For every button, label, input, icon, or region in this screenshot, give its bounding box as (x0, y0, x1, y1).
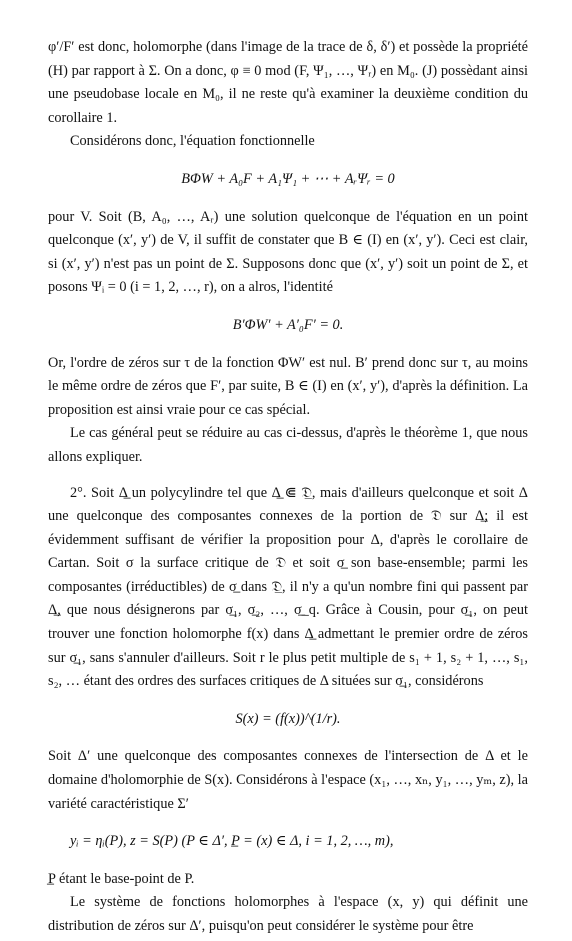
equation-2: B′ΦW′ + A′₀F′ = 0. (232, 316, 344, 333)
paragraph-7: Soit Δ′ une quelconque des composantes connexes de l'intersection de Δ et le domaine d'holomorphie de S(x). Considérons à l'espace (x₁, …, xₙ, y₁, …, yₘ, z), la variété caractéristique Σ′ (48, 748, 528, 812)
paragraph-1: φ′/F′ est donc, holomorphe (dans l'image de la trace de δ, δ′) et possède la propriété (H) par rapport à Σ. On a donc, φ ≡ 0 mod (F, Ψ₁, …, Ψᵣ) en M₀. (J) possèdant ainsi une pseudobase locale en M₀, il ne reste qu'à examiner la deuxième condition du corollaire 1. (48, 39, 528, 126)
paragraph-6: 2°. Soit Δ̲ un polycylindre tel que Δ̲ ⋐ 𝔇̲, mais d'ailleurs quelconque et soit Δ une quelconque des composantes connexes de la portion de 𝔇 sur Δ̲; il est évidemment suffisant de vérifier la proposition pour Δ, d'après le corollaire de Cartan. Soit σ la surface critique de 𝔇 et soit σ̲ son base-ensemble; parmi les composantes (irréductibles) de σ̲ dans 𝔇̲, il n'y a qu'un nombre fini qui passent par Δ̲, que nous désignerons par σ̲₁, σ̲₂, …, σ̲_q. Grâce à Cousin, pour σ̲₁, on peut trouver une fonction holomorphe f(x) dans Δ̲ admettant le premier ordre de zéros sur σ̲₁, sans s'annuler d'ailleurs. Soit r le plus petit multiple de s₁ + 1, s₂ + 1, …, s₁, s₂, … étant des ordres des surfaces critiques de Δ situées sur σ̲₁, considérons (48, 484, 528, 690)
paragraph-4: Or, l'ordre de zéros sur τ de la fonction ΦW′ est nul. B′ prend donc sur τ, au moins le même ordre de zéros que F′, par suite, B ∈ (I) en (x′, y′), d'après la définition. La proposition est ainsi vraie pour ce cas spécial. (48, 354, 528, 418)
paragraph-5: Le cas général peut se réduire au cas ci-dessus, d'après le théorème 1, que nous allons expliquer. (48, 425, 528, 465)
paragraph-9: Le système de fonctions holomorphes à l'espace (x, y) qui définit une distribution de zéros sur Δ′, puisqu'on peut considérer le système pour être (48, 894, 528, 934)
equation-4: yᵢ = ηᵢ(P), z = S(P) (P ∈ Δ′, P̲ = (x) ∈ Δ, i = 1, 2, …, m), (70, 833, 394, 850)
equation-3: S(x) = (f(x))^(1/r). (235, 710, 341, 727)
page-body (48, 36, 528, 939)
paragraph-3: pour V. Soit (B, A₀, …, Aᵣ) une solution quelconque de l'équation en un point quelconque (x′, y′) de V, il suffit de constater que B ∈ (I) en (x′, y′). Ceci est clair, si (x′, y′) n'est pas un point de Σ. Supposons donc que (x′, y′) soit un point de Σ, et posons Ψᵢ = 0 (i = 1, 2, …, r), on a alros, l'identité (48, 208, 528, 296)
paragraph-2: Considérons donc, l'équation fonctionnelle (70, 133, 315, 150)
paragraph-8: P̲ étant le base-point de P. (48, 870, 195, 887)
equation-1: BΦW + A₀F + A₁Ψ₁ + ⋯ + AᵣΨᵣ = 0 (181, 170, 395, 187)
